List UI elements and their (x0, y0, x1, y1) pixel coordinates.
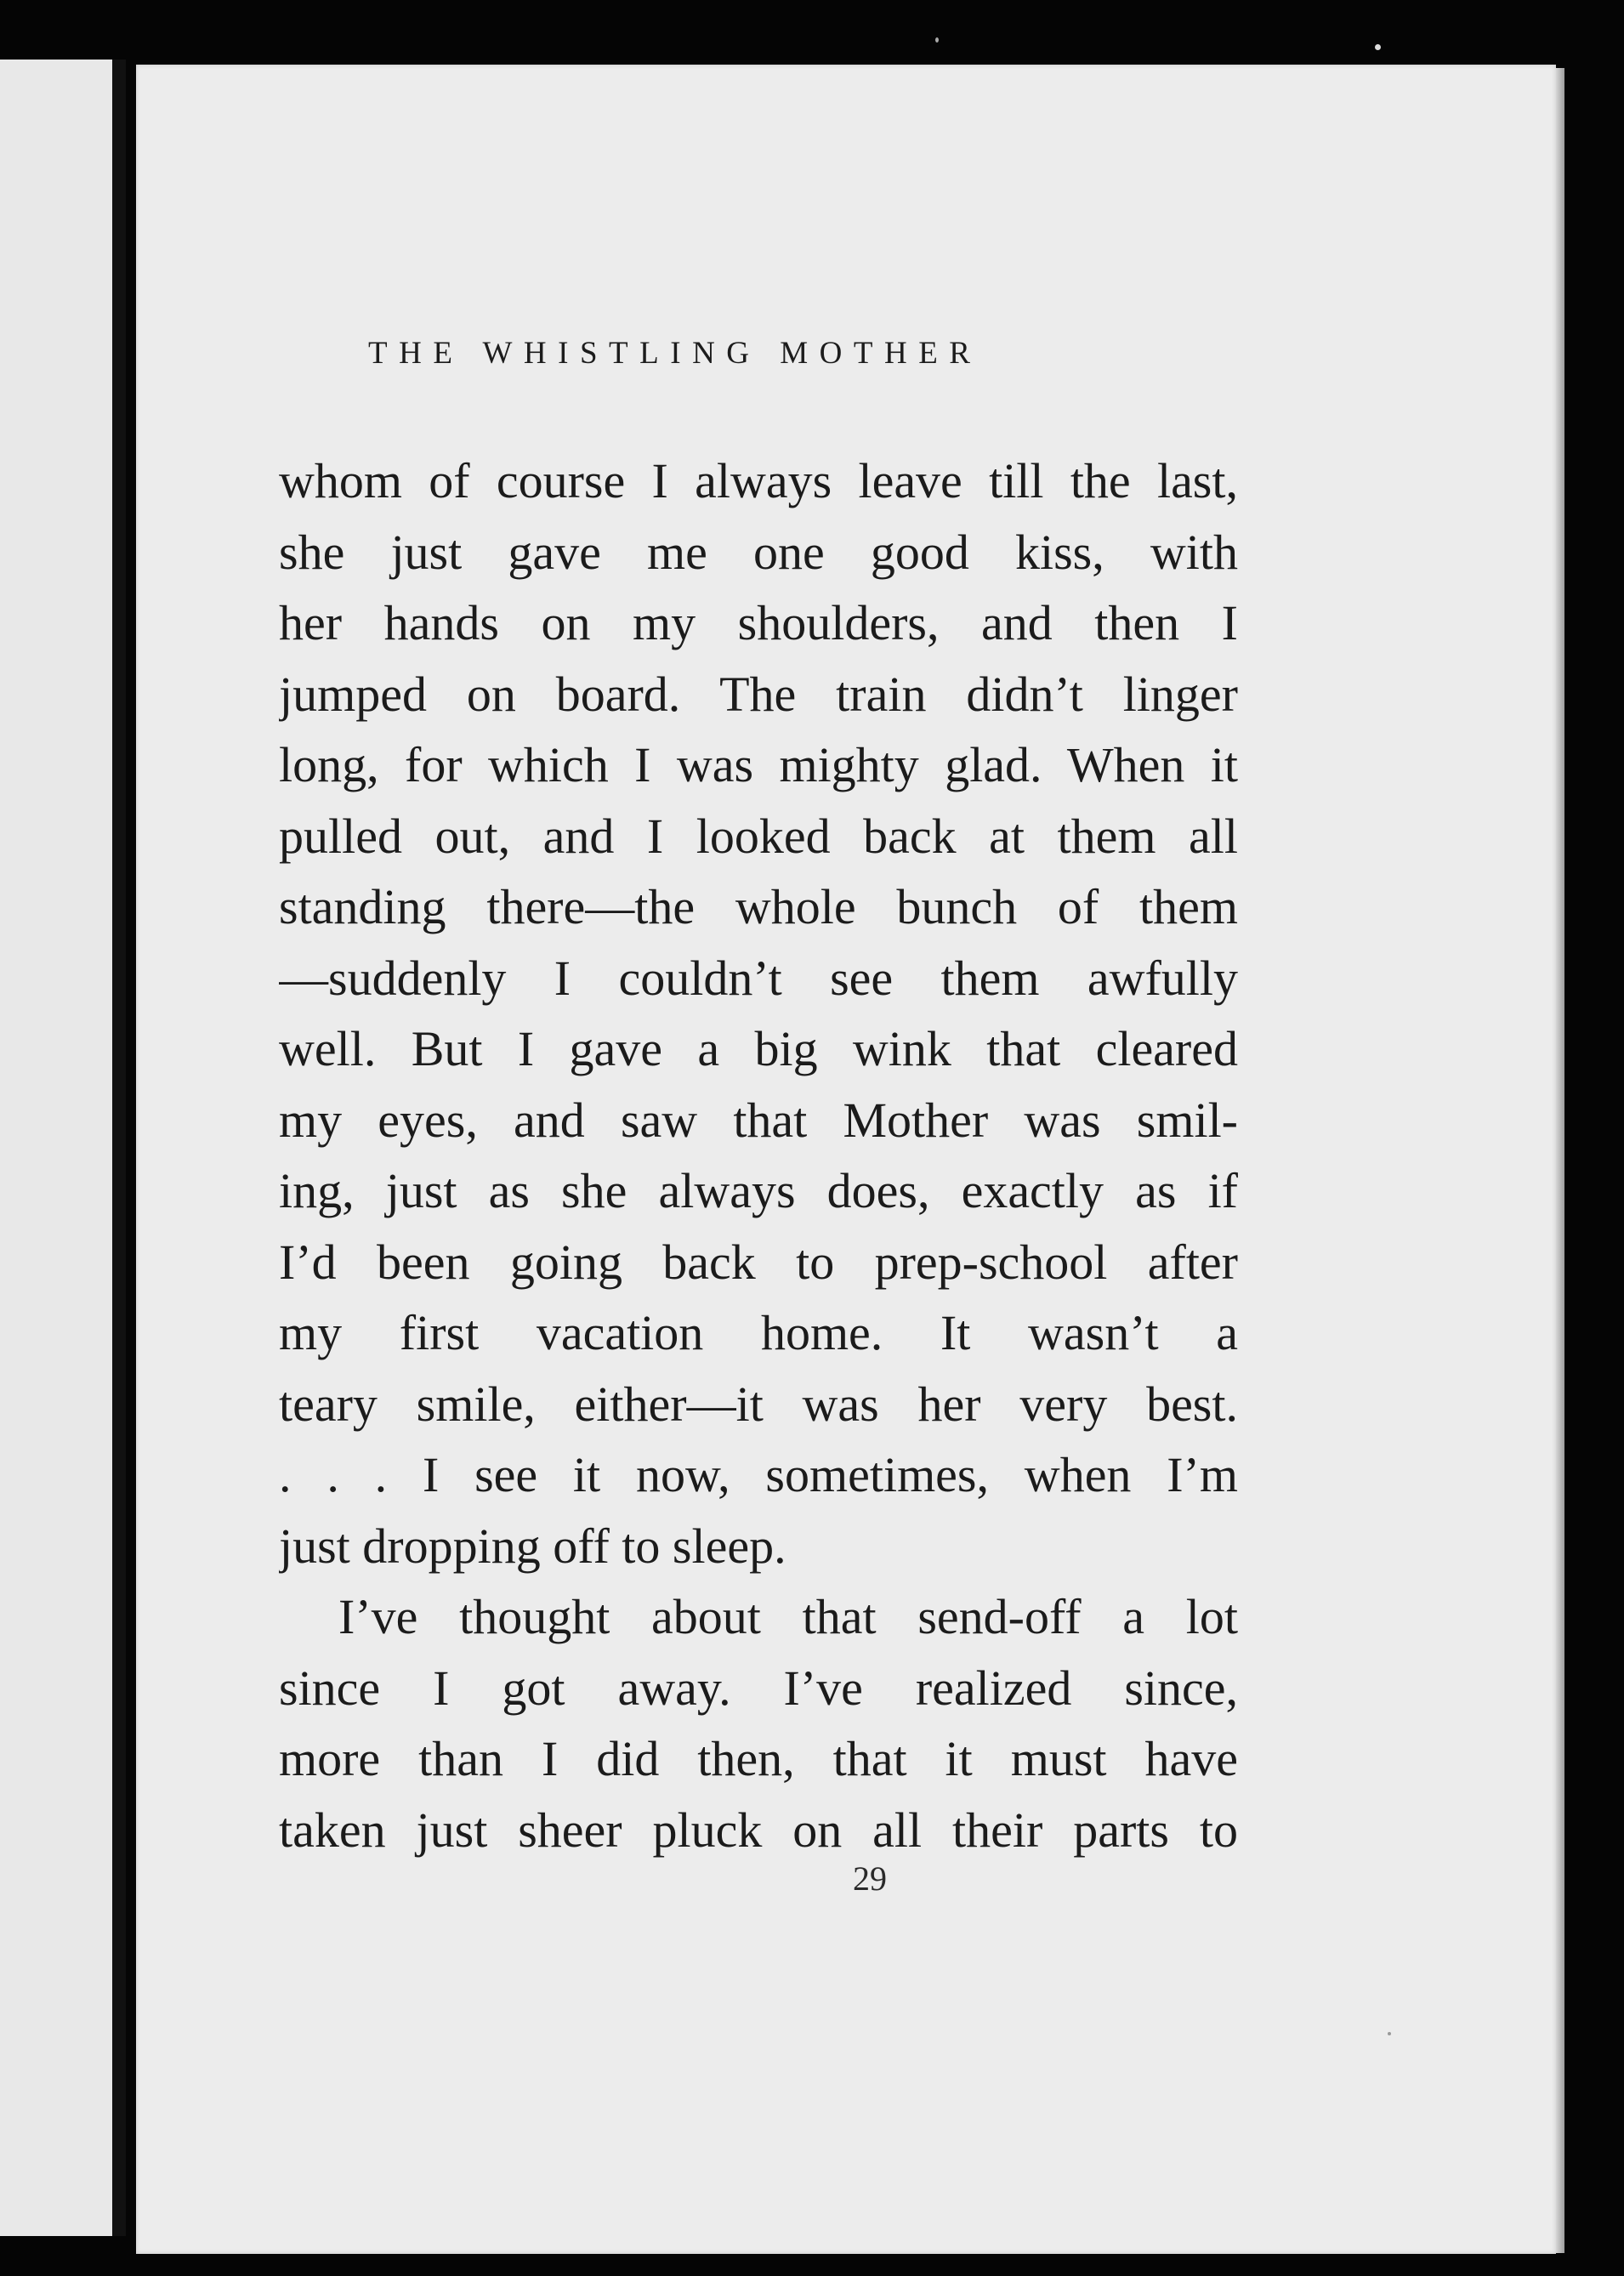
text-line: her hands on my shoulders, and then I (279, 595, 1238, 650)
text-line: whom of course I always leave till the last, (279, 453, 1238, 508)
previous-page-edge (0, 60, 126, 2236)
text-line: she just gave me one good kiss, with (279, 524, 1238, 580)
text-line: just dropping off to sleep. (279, 1518, 786, 1574)
text-line: —suddenly I couldn’t see them awfully (279, 950, 1238, 1006)
text-line: since I got away. I’ve realized since, (279, 1660, 1238, 1716)
text-line: I’ve thought about that send-off a lot (338, 1589, 1238, 1644)
dust-speck (1388, 2032, 1391, 2035)
page-number: 29 (853, 1859, 887, 1898)
text-line: jumped on board. The train didn’t linger (279, 666, 1238, 722)
text-line: ing, just as she always does, exactly as if (279, 1163, 1238, 1218)
body-text (279, 446, 1238, 1865)
text-line: pulled out, and I looked back at them all (279, 808, 1238, 864)
dust-speck (1375, 44, 1381, 50)
text-line: taken just sheer pluck on all their parts to (279, 1802, 1238, 1858)
text-line: well. But I gave a big wink that cleared (279, 1021, 1238, 1076)
text-line: long, for which I was mighty glad. When it (279, 737, 1238, 792)
text-line: my eyes, and saw that Mother was smil- (279, 1092, 1238, 1148)
dust-speck (935, 37, 939, 43)
text-line: my first vacation home. It wasn’t a (279, 1305, 1238, 1360)
text-line: . . . I see it now, sometimes, when I’m (279, 1447, 1238, 1502)
text-line: more than I did then, that it must have (279, 1731, 1238, 1786)
text-line: teary smile, either—it was her very best. (279, 1376, 1238, 1432)
text-line: I’d been going back to prep-school after (279, 1234, 1238, 1290)
text-line: standing there—the whole bunch of them (279, 879, 1238, 934)
running-head: THE WHISTLING MOTHER (368, 336, 982, 371)
book-page (136, 65, 1556, 2254)
